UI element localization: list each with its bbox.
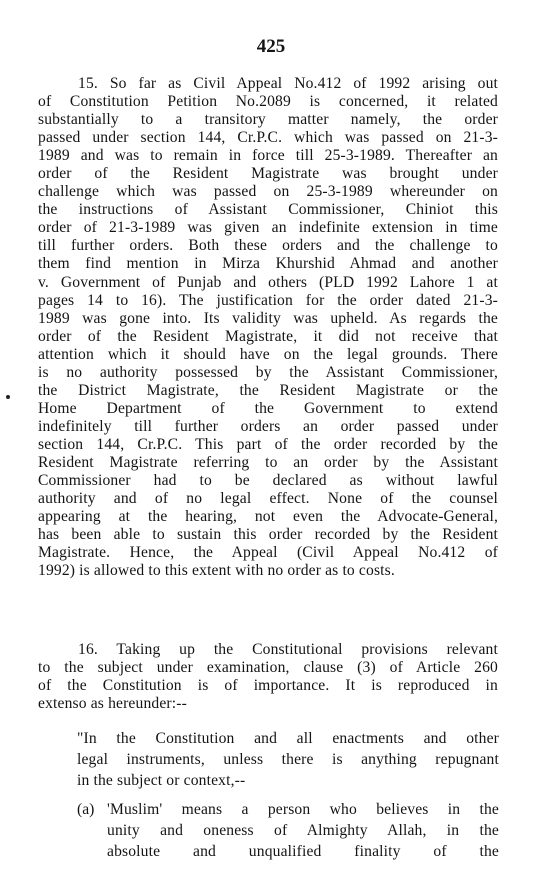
block-quote xyxy=(77,728,499,791)
text-line: "In the Constitution and all enactments and other xyxy=(77,730,499,747)
text-line: section 144, Cr.P.C. This part of the order recorded by the xyxy=(38,435,498,453)
text-line: them find mention in Mirza Khurshid Ahmad and another xyxy=(38,255,498,273)
text-line: in the subject or context,-- xyxy=(77,772,246,789)
text-line: Resident Magistrate referring to an order by the Assistant xyxy=(38,453,498,471)
text-line: substantially to a transitory matter namely, the order xyxy=(38,111,498,129)
text-line: the instructions of Assistant Commissioner, Chiniot this xyxy=(38,201,498,219)
clause-a-body xyxy=(107,799,499,862)
text-line: order of 21-3-1989 was given an indefinite extension in time xyxy=(38,219,498,237)
text-line: to the subject under examination, clause (3) of Article 260 xyxy=(38,659,498,677)
text-line: 15. So far as Civil Appeal No.412 of 1992 arising out xyxy=(78,75,498,92)
text-line: v. Government of Punjab and others (PLD 1992 Lahore 1 at xyxy=(38,273,498,291)
text-line: 16. Taking up the Constitutional provisions relevant xyxy=(78,641,498,658)
text-line: 1989 and was to remain in force till 25-3-1989. Thereafter an xyxy=(38,147,498,165)
margin-mark xyxy=(6,395,10,399)
text-line: unity and oneness of Almighty Allah, in the xyxy=(107,822,499,839)
text-line: legal instruments, unless there is anything repugnant xyxy=(77,751,499,768)
text-line: till further orders. Both these orders and the challenge to xyxy=(38,237,498,255)
text-line: of the Constitution is of importance. It is reproduced in xyxy=(38,677,498,695)
text-line: has been able to sustain this order recorded by the Resident xyxy=(38,526,498,544)
text-line: passed under section 144, Cr.P.C. which was passed on 21-3- xyxy=(38,129,498,147)
text-line: 'Muslim' means a person who believes in the xyxy=(107,801,499,818)
paragraph-16 xyxy=(38,641,498,713)
text-line: indefinitely till further orders an order passed under xyxy=(38,417,498,435)
text-line: Commissioner had to be declared as without lawful xyxy=(38,472,498,490)
text-line: order of the Resident Magistrate, it did not receive that xyxy=(38,327,498,345)
text-line: 1992) is allowed to this extent with no order as to costs. xyxy=(38,562,395,580)
text-line: challenge which was passed on 25-3-1989 whereunder on xyxy=(38,183,498,201)
text-line: the District Magistrate, the Resident Magistrate or the xyxy=(38,381,498,399)
text-line: attention which it should have on the legal grounds. There xyxy=(38,345,498,363)
paragraph-15 xyxy=(38,75,498,580)
text-line: extenso as hereunder:-- xyxy=(38,695,187,713)
text-line: is no authority possessed by the Assistant Commissioner, xyxy=(38,363,498,381)
page-number: 425 xyxy=(256,36,286,57)
text-line: of Constitution Petition No.2089 is concerned, it related xyxy=(38,93,498,111)
text-line: order of the Resident Magistrate was brought under xyxy=(38,165,498,183)
clause-a-label: (a) xyxy=(77,801,95,818)
text-line: Magistrate. Hence, the Appeal (Civil Appeal No.412 of xyxy=(38,544,498,562)
text-line: Home Department of the Government to extend xyxy=(38,399,498,417)
text-line: absolute and unqualified finality of the xyxy=(107,843,499,860)
text-line: pages 14 to 16). The justification for the order dated 21-3- xyxy=(38,291,498,309)
text-line: 1989 was gone into. Its validity was upheld. As regards the xyxy=(38,309,498,327)
text-line: authority and of no legal effect. None of the counsel xyxy=(38,490,498,508)
text-line: appearing at the hearing, not even the Advocate-General, xyxy=(38,508,498,526)
